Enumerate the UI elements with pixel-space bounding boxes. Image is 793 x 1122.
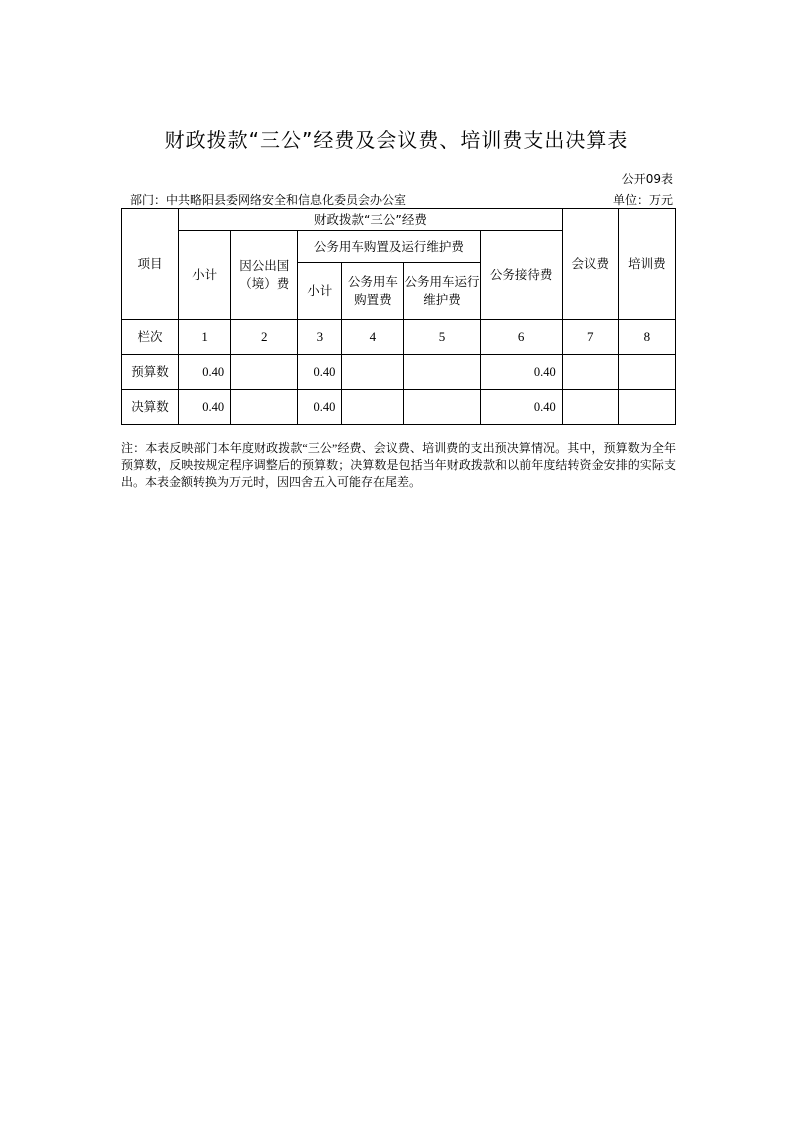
column-number-label: 栏次 [122, 320, 179, 355]
header-subtotal: 小计 [179, 231, 231, 320]
cell-meeting [562, 390, 618, 425]
row-label: 决算数 [122, 390, 179, 425]
header-abroad: 因公出国（境）费 [231, 231, 298, 320]
header-vehicle-maintenance: 公务用车运行维护费 [404, 263, 480, 320]
row-label: 预算数 [122, 355, 179, 390]
cell-meeting [562, 355, 618, 390]
column-number: 5 [404, 320, 480, 355]
table-row [122, 355, 676, 390]
column-number: 7 [562, 320, 618, 355]
column-number: 3 [298, 320, 342, 355]
page-title: 财政拨款“三公”经费及会议费、培训费支出决算表 [164, 128, 629, 152]
footnote: 注：本表反映部门本年度财政拨款“三公”经费、会议费、培训费的支出预决算情况。其中，预算数为全年预算数，反映按规定程序调整后的预算数；决算数是包括当年财政拨款和以前年度结转资金安排的实际支出。本表金额转换为万元时，因四舍五入可能存在尾差。 [121, 441, 676, 489]
department-label: 部门：中共略阳县委网络安全和信息化委员会办公室 [130, 193, 407, 207]
cell-vehicle-subtotal: 0.40 [298, 390, 342, 425]
column-number: 2 [231, 320, 298, 355]
header-sangong: 财政拨款“三公”经费 [179, 209, 563, 231]
cell-vehicle-purchase [342, 390, 404, 425]
column-number: 8 [618, 320, 675, 355]
cell-abroad [231, 390, 298, 425]
cell-vehicle-maintenance [404, 355, 480, 390]
header-item: 项目 [122, 209, 179, 320]
cell-abroad [231, 355, 298, 390]
cell-reception: 0.40 [480, 355, 562, 390]
column-number: 1 [179, 320, 231, 355]
cell-vehicle-purchase [342, 355, 404, 390]
expense-table [121, 208, 676, 425]
form-code: 公开09表 [621, 172, 673, 186]
column-number: 6 [480, 320, 562, 355]
header-reception: 公务接待费 [480, 231, 562, 320]
header-vehicle-subtotal: 小计 [298, 263, 342, 320]
cell-training [618, 390, 675, 425]
header-meeting: 会议费 [562, 209, 618, 320]
table-row [122, 390, 676, 425]
column-number-row [122, 320, 676, 355]
column-number: 4 [342, 320, 404, 355]
header-vehicle: 公务用车购置及运行维护费 [298, 231, 480, 263]
unit-label: 单位：万元 [612, 193, 673, 207]
cell-subtotal: 0.40 [179, 390, 231, 425]
cell-subtotal: 0.40 [179, 355, 231, 390]
cell-vehicle-subtotal: 0.40 [298, 355, 342, 390]
cell-reception: 0.40 [480, 390, 562, 425]
header-vehicle-purchase: 公务用车购置费 [342, 263, 404, 320]
header-training: 培训费 [618, 209, 675, 320]
cell-training [618, 355, 675, 390]
cell-vehicle-maintenance [404, 390, 480, 425]
